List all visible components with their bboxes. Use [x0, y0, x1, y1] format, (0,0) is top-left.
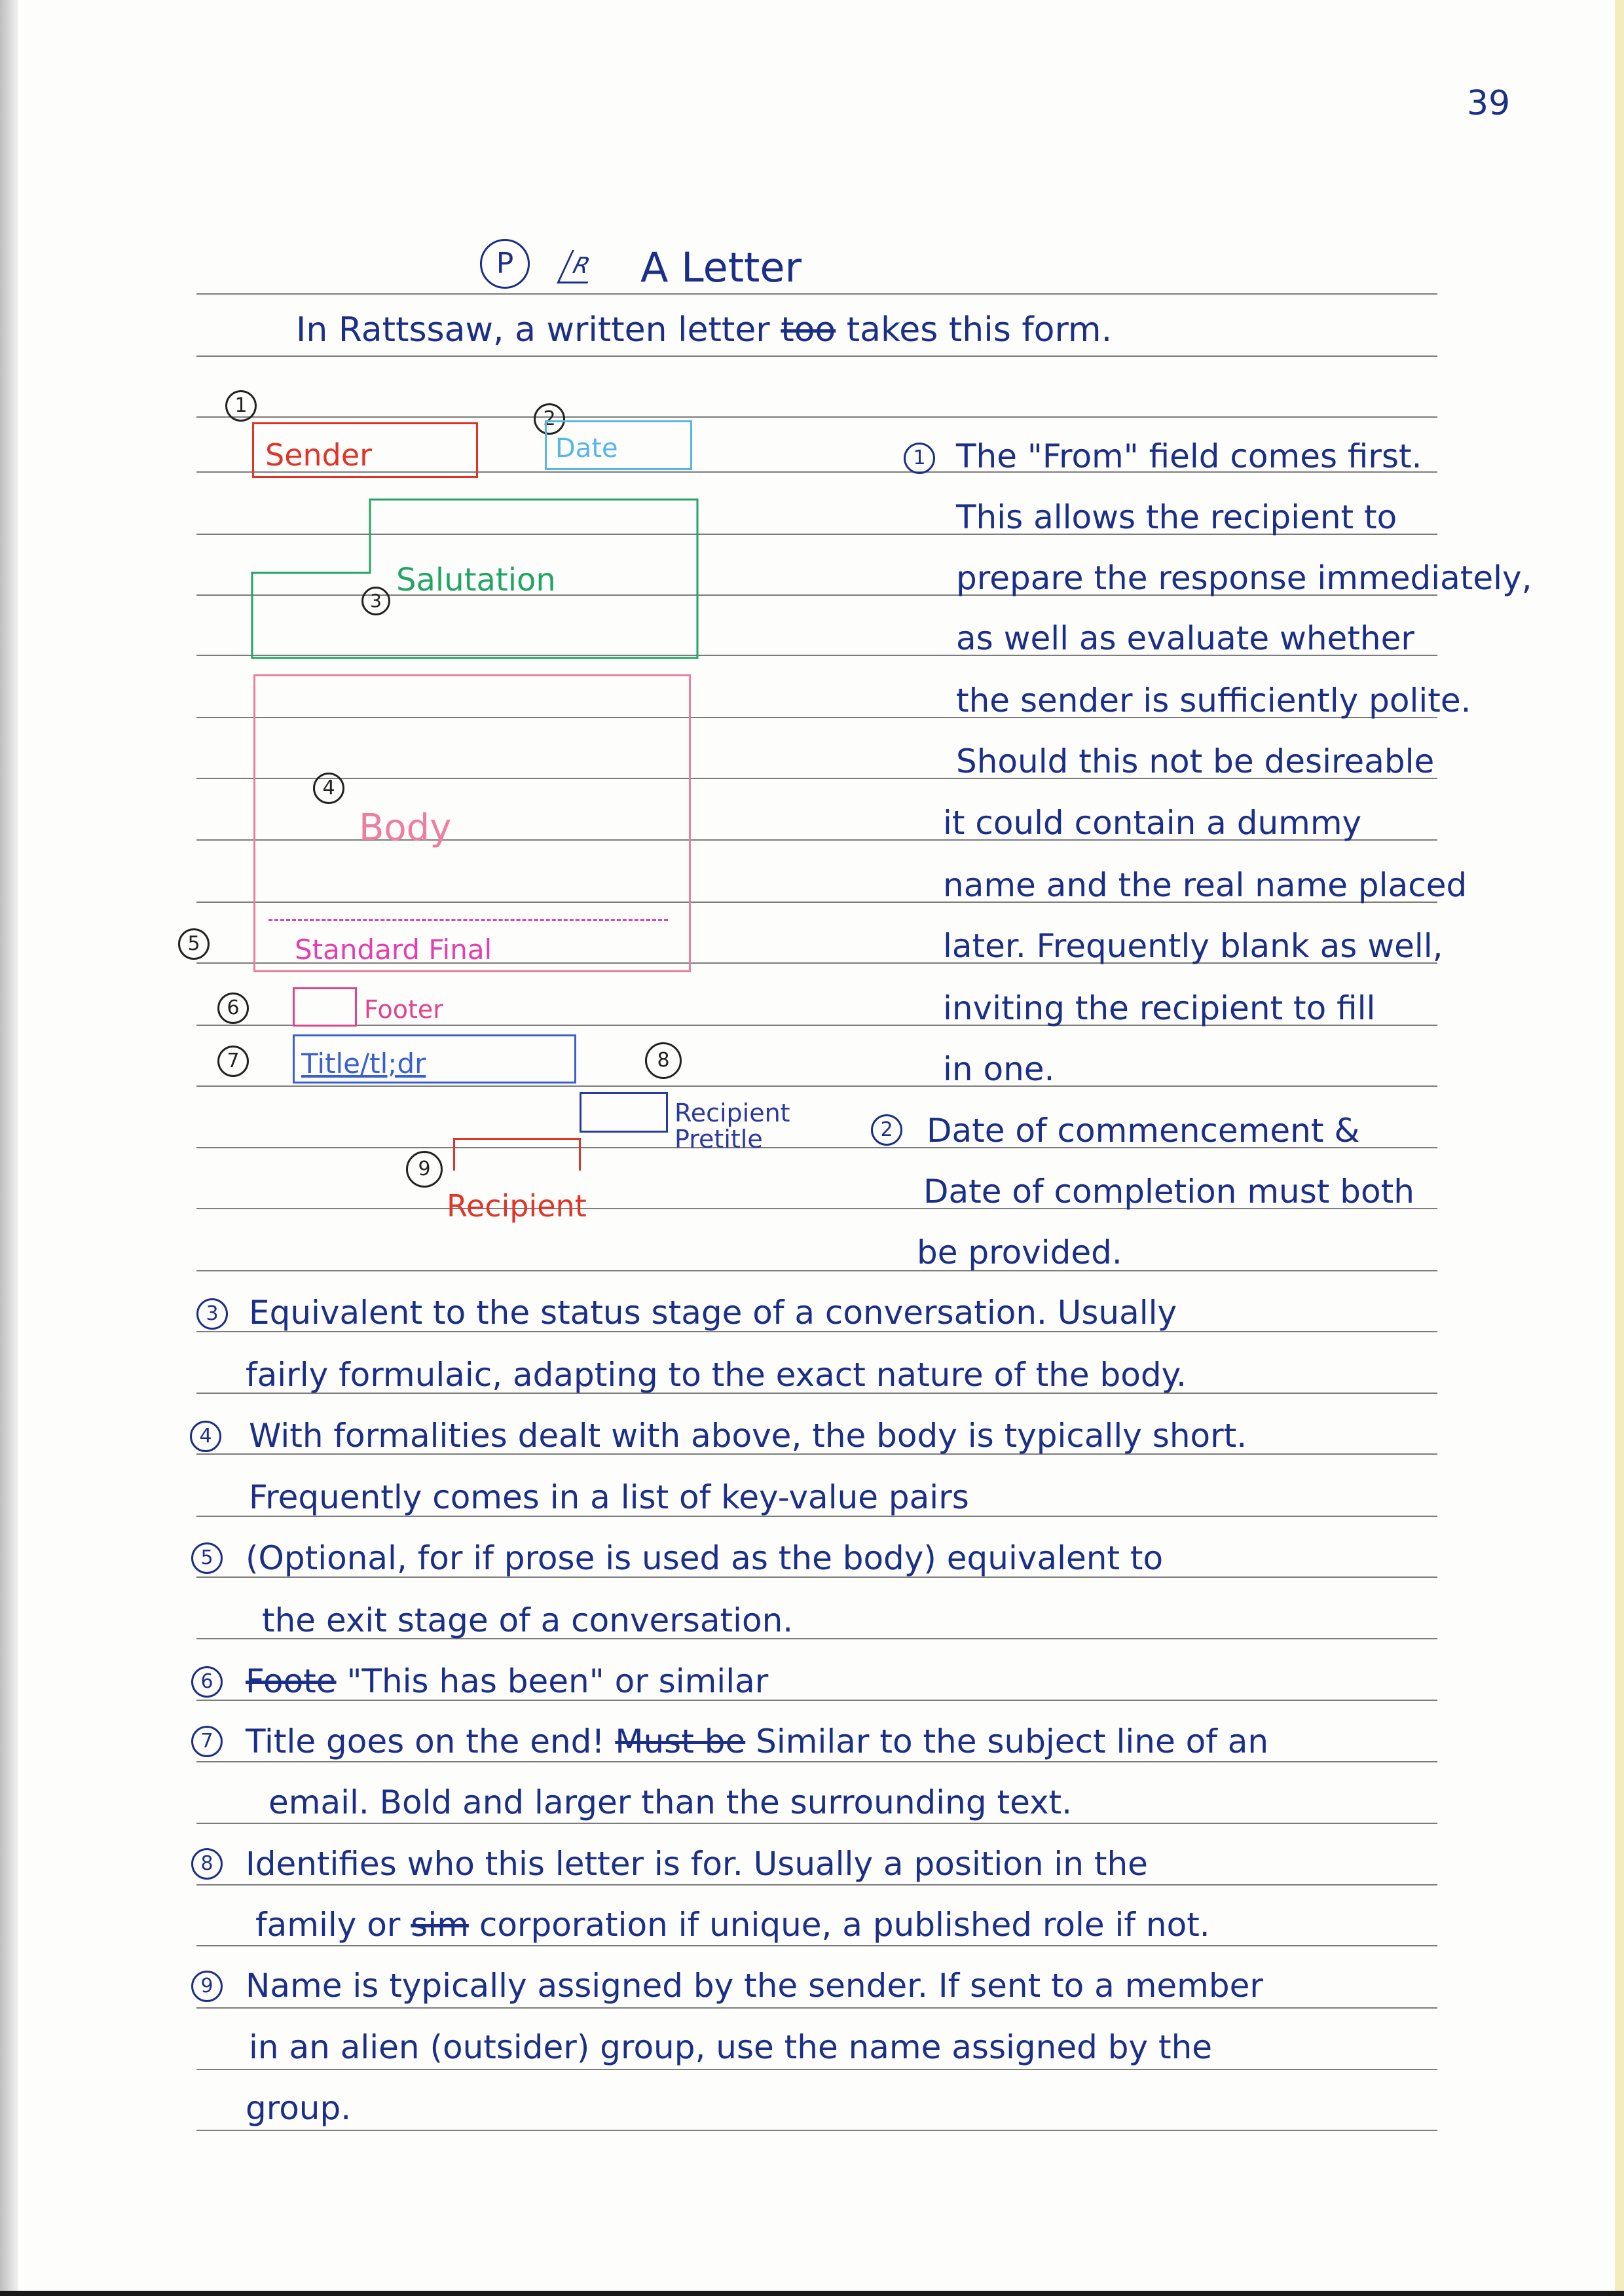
- intro-after: takes this form.: [846, 310, 1113, 350]
- title-tag-p: P: [480, 239, 530, 289]
- note-1-line: in one.: [943, 1050, 1055, 1088]
- note-4-line: Frequently comes in a list of key-value pairs: [249, 1478, 969, 1516]
- note-4-marker: 4: [190, 1421, 221, 1452]
- page-shadow-left: [0, 0, 18, 2296]
- note-7-line: [246, 1722, 1269, 1760]
- note-6-text: "This has been" or similar: [346, 1662, 769, 1700]
- body-label: Body: [359, 807, 452, 849]
- note-9-marker: 9: [191, 1971, 223, 2002]
- page-edge-bottom: [0, 2291, 1624, 2296]
- note-9-line: Name is typically assigned by the sender. If sent to a member: [246, 1967, 1263, 2005]
- salutation-label: Salutation: [396, 562, 556, 598]
- marker-8: 8: [645, 1042, 682, 1079]
- note-9-line: group.: [246, 2089, 352, 2127]
- note-8-text-b: corporation if unique, a published role if not.: [479, 1906, 1210, 1944]
- note-5-line: the exit stage of a conversation.: [262, 1601, 794, 1639]
- note-2-line: Date of completion must both: [923, 1173, 1414, 1211]
- note-7-marker: 7: [191, 1726, 223, 1757]
- intro-line: [296, 310, 1113, 350]
- marker-2: 2: [534, 403, 565, 435]
- marker-5: 5: [178, 928, 210, 960]
- note-7-text-b: Similar to the subject line of an: [756, 1722, 1269, 1760]
- note-1-line: name and the real name placed: [943, 866, 1467, 904]
- pretitle-box: [580, 1092, 668, 1133]
- note-3-line: Equivalent to the status stage of a conversation. Usually: [249, 1294, 1177, 1332]
- marker-6: 6: [217, 993, 249, 1024]
- note-7-line: email. Bold and larger than the surrounding text.: [268, 1783, 1073, 1821]
- page-number: 39: [1467, 84, 1511, 123]
- footer-label: Footer: [364, 995, 443, 1024]
- sender-label: Sender: [265, 437, 373, 473]
- note-5-marker: 5: [191, 1542, 223, 1574]
- note-3-marker: 3: [196, 1298, 228, 1330]
- date-label: Date: [555, 433, 618, 464]
- intro-struck: too: [781, 310, 836, 350]
- note-7-text-a: Title goes on the end!: [246, 1722, 605, 1760]
- note-2-marker: 2: [871, 1114, 902, 1146]
- note-8-struck: sim: [411, 1906, 469, 1944]
- note-4-line: With formalities dealt with above, the body is typically short.: [249, 1417, 1247, 1455]
- footer-box: [293, 987, 357, 1027]
- note-1-line: it could contain a dummy: [943, 804, 1362, 842]
- marker-9: 9: [406, 1151, 443, 1188]
- note-1-line: as well as evaluate whether: [956, 619, 1414, 657]
- note-2-line: Date of commencement &: [927, 1112, 1360, 1150]
- page-title: A Letter: [640, 244, 802, 291]
- intro-before: In Rattssaw, a written letter: [296, 310, 770, 350]
- marker-4: 4: [313, 773, 344, 804]
- note-6-struck: Foote: [246, 1662, 337, 1700]
- final-separator: [268, 919, 668, 921]
- note-1-line: inviting the recipient to fill: [943, 989, 1376, 1027]
- recipient-label: Recipient: [447, 1188, 587, 1224]
- note-1-line: the sender is sufficiently polite.: [956, 682, 1471, 720]
- note-3-line: fairly formulaic, adapting to the exact nature of the body.: [246, 1356, 1187, 1394]
- marker-1: 1: [225, 390, 257, 422]
- marker-7: 7: [217, 1046, 249, 1077]
- note-1-line: prepare the response immediately,: [956, 559, 1532, 597]
- title-tag-r: R: [557, 250, 602, 283]
- note-1-line: Should this not be desireable: [956, 742, 1435, 780]
- note-1-marker: 1: [904, 443, 935, 474]
- recipient-pretitle-label: Recipient Pretitle: [674, 1099, 790, 1154]
- note-1-line: This allows the recipient to: [956, 498, 1397, 536]
- note-5-line: (Optional, for if prose is used as the body) equivalent to: [246, 1539, 1164, 1577]
- note-9-line: in an alien (outsider) group, use the name assigned by the: [249, 2028, 1213, 2066]
- standard-final-label: Standard Final: [295, 934, 492, 966]
- body-box: [253, 674, 691, 972]
- note-6-line: [246, 1662, 769, 1700]
- note-8-text-a: family or: [255, 1906, 401, 1944]
- note-8-line: [255, 1906, 1210, 1944]
- note-1-line: later. Frequently blank as well,: [943, 927, 1443, 965]
- marker-3: 3: [361, 587, 390, 615]
- note-8-marker: 8: [191, 1848, 223, 1880]
- note-8-line: Identifies who this letter is for. Usually a position in the: [246, 1845, 1148, 1883]
- note-7-struck: Must be: [615, 1722, 746, 1760]
- note-2-line: be provided.: [917, 1233, 1122, 1271]
- title-tldr-label: Title/tl;dr: [301, 1048, 426, 1080]
- recipient-box: [453, 1138, 581, 1171]
- note-6-marker: 6: [191, 1666, 223, 1698]
- page-edge-right: [1615, 0, 1624, 2296]
- note-1-line: The "From" field comes first.: [956, 437, 1422, 475]
